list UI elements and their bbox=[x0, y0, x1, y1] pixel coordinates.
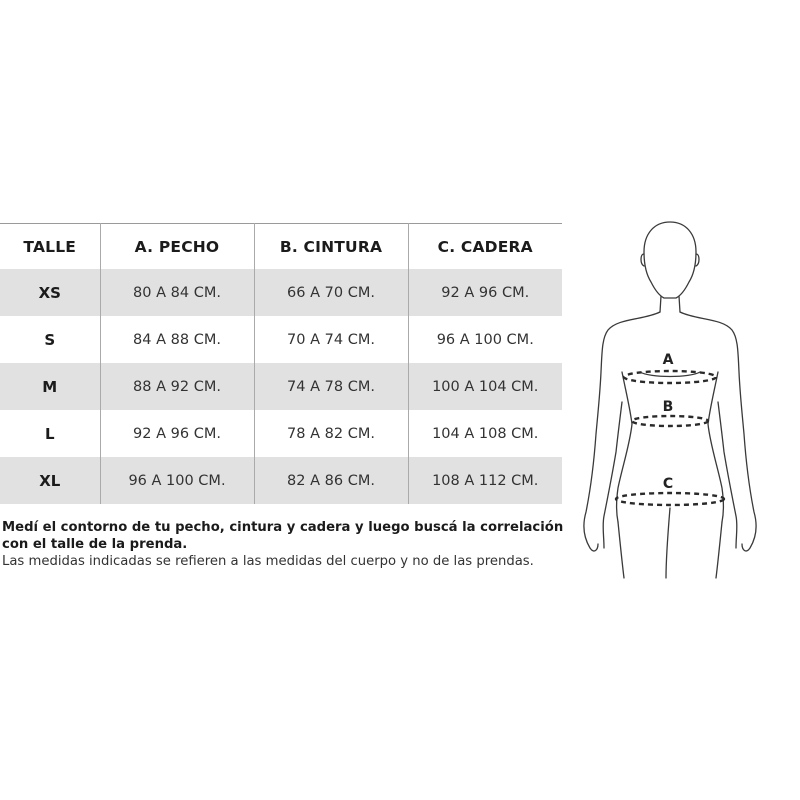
instructions-note-text: Las medidas indicadas se refieren a las medidas del cuerpo y no de las prendas. bbox=[2, 554, 534, 569]
left-arm-inner bbox=[603, 402, 622, 548]
waist-measure-line bbox=[632, 416, 708, 426]
cintura-cell: 82 A 86 CM. bbox=[254, 457, 408, 504]
size-chart-table bbox=[0, 223, 562, 504]
table-row-l bbox=[0, 410, 562, 457]
torso-right bbox=[708, 372, 724, 522]
table-row-xs bbox=[0, 269, 562, 316]
cadera-cell: 100 A 104 CM. bbox=[408, 363, 562, 410]
hip-measure-line bbox=[616, 493, 724, 505]
leg-left bbox=[618, 522, 624, 578]
cintura-cell: 78 A 82 CM. bbox=[254, 410, 408, 457]
header-talle: TALLE bbox=[23, 237, 77, 256]
label-a: A bbox=[662, 352, 674, 368]
table-row-s bbox=[0, 316, 562, 363]
table-row-xl bbox=[0, 457, 562, 504]
leg-inner bbox=[666, 508, 670, 578]
cintura-cell: 66 A 70 CM. bbox=[254, 269, 408, 316]
torso-left bbox=[617, 372, 633, 522]
body-measurement-figure bbox=[578, 212, 762, 580]
size-cell: S bbox=[44, 330, 56, 349]
header-cintura: B. CINTURA bbox=[254, 224, 408, 270]
pecho-cell: 88 A 92 CM. bbox=[100, 363, 254, 410]
measurement-instructions bbox=[2, 519, 572, 570]
size-cell: M bbox=[42, 377, 58, 396]
table-row-m bbox=[0, 363, 562, 410]
pecho-cell: 92 A 96 CM. bbox=[100, 410, 254, 457]
label-c: C bbox=[662, 476, 674, 492]
cadera-cell: 104 A 108 CM. bbox=[408, 410, 562, 457]
neck-right bbox=[679, 296, 680, 312]
cintura-cell: 70 A 74 CM. bbox=[254, 316, 408, 363]
pecho-cell: 96 A 100 CM. bbox=[100, 457, 254, 504]
label-b: B bbox=[662, 399, 674, 415]
pecho-cell: 80 A 84 CM. bbox=[100, 269, 254, 316]
right-arm-outline bbox=[680, 312, 756, 551]
size-cell: XL bbox=[39, 471, 61, 490]
cadera-cell: 92 A 96 CM. bbox=[408, 269, 562, 316]
cadera-cell: 108 A 112 CM. bbox=[408, 457, 562, 504]
left-arm-outline bbox=[584, 312, 660, 551]
size-cell: L bbox=[44, 424, 55, 443]
head-outline bbox=[644, 222, 696, 298]
cadera-cell: 96 A 100 CM. bbox=[408, 316, 562, 363]
right-arm-inner bbox=[718, 402, 737, 548]
neck-left bbox=[660, 296, 661, 312]
header-pecho: A. PECHO bbox=[100, 224, 254, 270]
leg-right bbox=[716, 522, 722, 578]
pecho-cell: 84 A 88 CM. bbox=[100, 316, 254, 363]
body-silhouette-svg bbox=[578, 212, 762, 580]
cintura-cell: 74 A 78 CM. bbox=[254, 363, 408, 410]
size-cell: XS bbox=[38, 283, 61, 302]
instructions-bold-text: Medí el contorno de tu pecho, cintura y cadera y luego buscá la correlación con el talle de la prenda. bbox=[2, 520, 564, 552]
header-cadera: C. CADERA bbox=[408, 224, 562, 270]
table-header-row bbox=[0, 224, 562, 270]
